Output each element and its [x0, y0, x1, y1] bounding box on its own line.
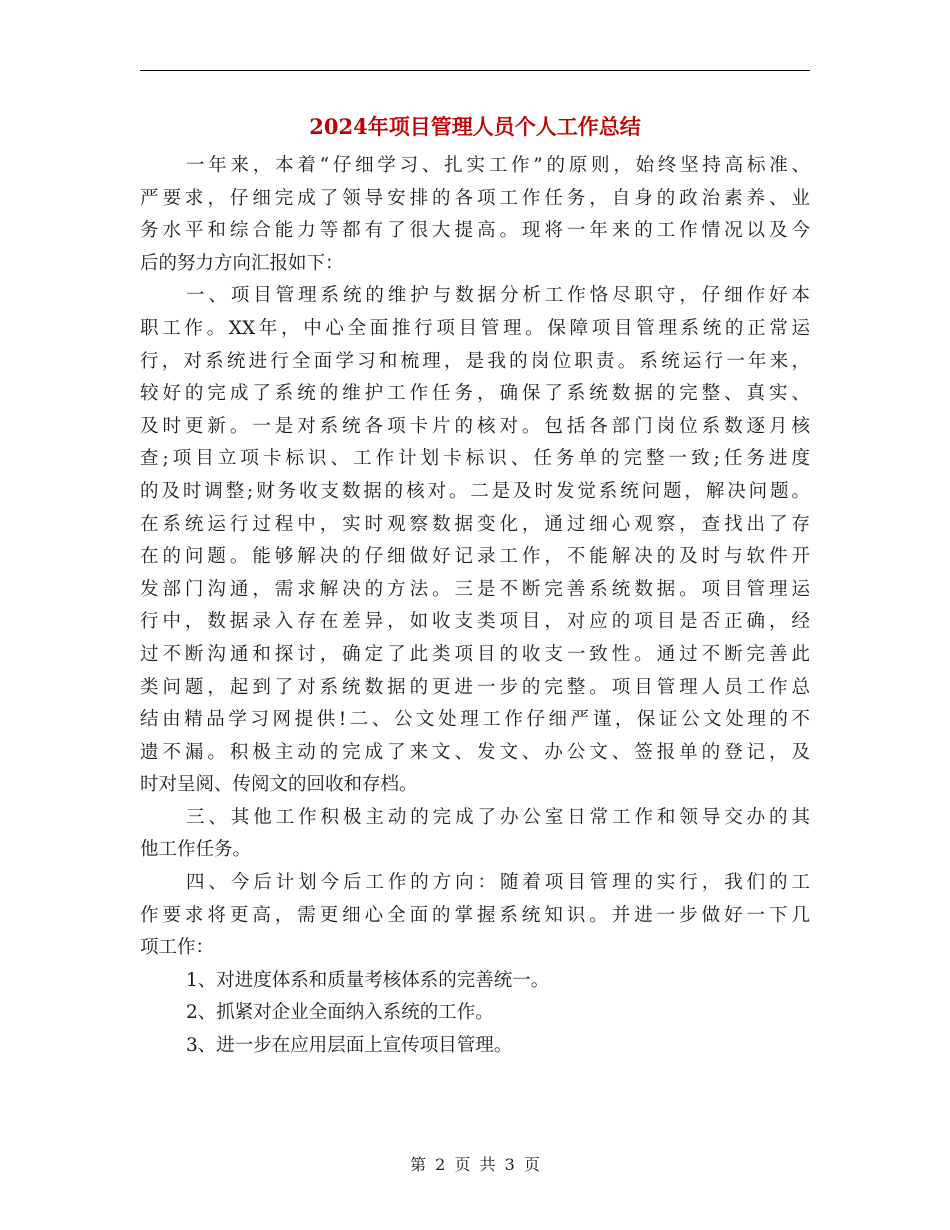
paragraph-line: 结由精品学习网提供!二、公文处理工作仔细严谨，保证公文处理的不: [140, 709, 810, 731]
paragraph-line: 作要求将更高，需更细心全面的掌握系统知识。并进一步做好一下几: [140, 904, 810, 926]
paragraph-line: 一、项目管理系统的维护与数据分析工作恪尽职守，仔细作好本: [186, 285, 810, 307]
paragraph-line: 发部门沟通，需求解决的方法。三是不断完善系统数据。项目管理运: [140, 578, 810, 600]
paragraph-line: 行，对系统进行全面学习和梳理，是我的岗位职责。系统运行一年来，: [140, 350, 810, 372]
paragraph-line: 遗不漏。积极主动的完成了来文、发文、办公文、签报单的登记，及: [140, 741, 810, 763]
paragraph-line: 项工作：: [140, 937, 215, 959]
paragraph-line: 在系统运行过程中，实时观察数据变化，通过细心观察，查找出了存: [140, 513, 810, 535]
list-item: 3、进一步在应用层面上宣传项目管理。: [186, 1035, 513, 1057]
paragraph-line: 职工作。XX年，中心全面推行项目管理。保障项目管理系统的正常运: [140, 317, 810, 339]
paragraph-line: 时对呈阅、传阅文的回收和存档。: [140, 774, 418, 796]
paragraph-line: 务水平和综合能力等都有了很大提高。现将一年来的工作情况以及今: [140, 220, 810, 242]
paragraph-line: 的及时调整;财务收支数据的核对。二是及时发觉系统问题，解决问题。: [140, 480, 810, 502]
paragraph-line: 类问题，起到了对系统数据的更进一步的完整。项目管理人员工作总: [140, 676, 810, 698]
paragraph-line: 后的努力方向汇报如下：: [140, 252, 344, 274]
paragraph-line: 及时更新。一是对系统各项卡片的核对。包括各部门岗位系数逐月核: [140, 415, 810, 437]
paragraph-line: 他工作任务。: [140, 839, 252, 861]
document-title: 2024年项目管理人员个人工作总结: [309, 114, 641, 139]
paragraph-line: 四、今后计划今后工作的方向：随着项目管理的实行，我们的工: [186, 872, 810, 894]
document-body: [140, 150, 810, 1063]
paragraph-line: 在的问题。能够解决的仔细做好记录工作，不能解决的及时与软件开: [140, 546, 810, 568]
paragraph-line: 一年来，本着“仔细学习、扎实工作”的原则，始终坚持高标准、: [186, 155, 810, 176]
list-item: 1、对进度体系和质量考核体系的完善统一。: [186, 969, 550, 991]
paragraph-line: 过不断沟通和探讨，确定了此类项目的收支一致性。通过不断完善此: [140, 643, 810, 665]
list-item: 2、抓紧对企业全面纳入系统的工作。: [186, 1002, 494, 1024]
header-rule: [140, 70, 810, 71]
paragraph-line: 查;项目立项卡标识、工作计划卡标识、任务单的完整一致;任务进度: [140, 448, 810, 470]
page-number: 第 2 页 共 3 页: [410, 1155, 540, 1174]
paragraph-line: 严要求，仔细完成了领导安排的各项工作任务，自身的政治素养、业: [140, 187, 810, 209]
paragraph-line: 三、其他工作积极主动的完成了办公室日常工作和领导交办的其: [186, 806, 810, 828]
paragraph-line: 较好的完成了系统的维护工作任务，确保了系统数据的完整、真实、: [140, 383, 810, 405]
paragraph-line: 行中，数据录入存在差异，如收支类项目，对应的项目是否正确，经: [140, 611, 810, 633]
